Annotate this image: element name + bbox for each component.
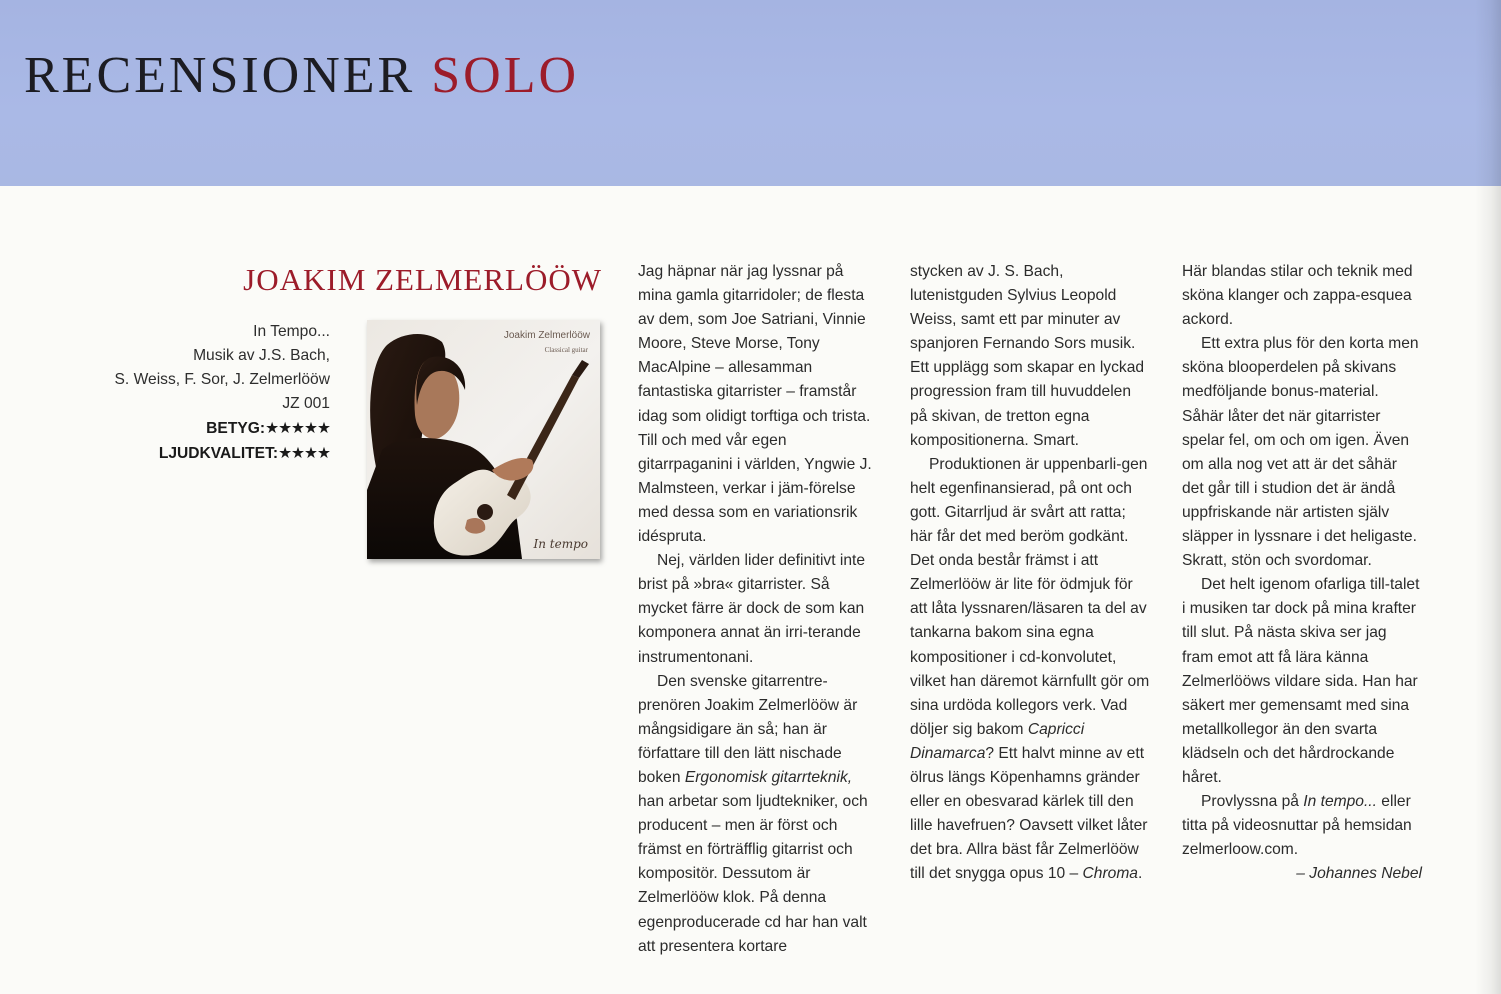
paragraph: Nej, världen lider definitivt inte brist på »bra« gitarrister. Så mycket färre är dock de som kan komponera annat än irri-terande instrumentonani. (638, 552, 866, 666)
paragraph-text: Den svenske gitarrentre-prenören Joakim Zelmerlööw är mångsidigare än så; han är författare till den lätt nischade boken (638, 672, 858, 786)
cover-subtitle: Classical guitar (544, 346, 588, 354)
sound-quality-stars: ★★★★ (278, 444, 330, 462)
rating-stars: ★★★★★ (265, 419, 330, 437)
rating-label: BETYG: (206, 420, 266, 437)
body-column-1 (638, 260, 878, 959)
section-title-word-2: SOLO (431, 47, 580, 104)
credits-line-2: S. Weiss, F. Sor, J. Zelmerlööw (114, 371, 330, 388)
header-band (0, 0, 1501, 186)
paragraph-text: . (1137, 865, 1143, 883)
paragraph-text: Produktionen är uppenbarli-gen helt egenfinansierad, på ont och gott. Gitarrljud är svårt att ratta; här får det med beröm godkänt. Det onda består främst i att Zelmerlööw är lite för ödmjuk för att låta lyssnaren/läsaren ta del av tankarna bakom sina egna kompositioner i cd-konvolutet, vilket han däremot kärnfullt gör om sina urdöda kollegors verk. Vad döljer sig bakom (910, 455, 1150, 738)
body-column-3 (1182, 260, 1422, 886)
paragraph: Jag häpnar när jag lyssnar på mina gamla gitarridoler; de flesta av dem, som Joe Satriani, Vinnie Moore, Steve Morse, Tony MacAlpine – allesamman fantastiska gitarrister – framstår idag som olidigt torftiga och trista. Till och med vår egen gitarrpaganini i världen, Yngwie J. Malmsteen, verkar i jäm-förelse med dessa som en variationsrik idéspruta. (638, 263, 872, 546)
sound-quality-row (70, 441, 330, 466)
album-title-inline: In tempo... (1303, 793, 1377, 811)
sound-quality-label: LJUDKVALITET: (158, 445, 279, 462)
catalog-number: JZ 001 (282, 395, 330, 412)
paragraph-text: ? Ett halvt minne av ett ölrus längs Köpenhamns gränder eller en obesvarad kärlek till den lille havefruen? Oavsett vilket låter det bra. Allra bäst får Zelmerlööw till det snygga opus 10 – (910, 744, 1148, 883)
section-title (24, 47, 580, 104)
page-edge-shadow (1475, 0, 1501, 994)
paragraph (1182, 790, 1422, 862)
cover-artist-name: Joakim Zelmerlööw (503, 330, 590, 341)
piece-title: Chroma (1082, 865, 1138, 883)
album-title: In Tempo... (253, 323, 330, 340)
paragraph: stycken av J. S. Bach, lutenistguden Sylvius Leopold Weiss, samt ett par minuter av spanjoren Fernando Sors musik. Ett upplägg som skapar en lyckad progression fram till huvuddelen på skivan, de tretton egna kompositionerna. Smart. (910, 263, 1145, 449)
artist-name: JOAKIM ZELMERLÖÖW (243, 262, 602, 297)
paragraph: Här blandas stilar och teknik med sköna klanger och zappa-esquea ackord. (1182, 263, 1413, 329)
section-title-word-1: RECENSIONER (24, 47, 416, 104)
piece-title: Capricci Dinamarca (910, 720, 1085, 762)
paragraph (910, 453, 1150, 887)
paragraph-text: eller titta på videosnuttar på hemsidan zelmerloow.com. (1182, 793, 1412, 859)
cover-album-title: In tempo (533, 537, 588, 551)
paragraph-text: Provlyssna på (1201, 793, 1304, 811)
paragraph-text: han arbetar som ljudtekniker, och producent – men är först och främst en förträfflig gitarrist och kompositör. Dessutom är Zelmerlööw klok. På denna egenproducerade cd har han valt att presentera kortare (638, 793, 868, 955)
paragraph (638, 670, 878, 959)
album-info (70, 320, 330, 466)
book-title: Ergonomisk gitarrteknik, (684, 768, 853, 786)
rating-row (70, 416, 330, 441)
reviewer-signature: – Johannes Nebel (1296, 865, 1422, 883)
paragraph: Det helt igenom ofarliga till-talet i musiken tar dock på mina krafter till slut. På nästa skiva ser jag fram emot att få lära känna Zelmerlööws vildare sida. Han har säkert mer gemensamt med sina metallkollegor än den svarta klädseln och det hårdrockande håret. (1182, 576, 1420, 786)
cover-photo-guitarist (367, 320, 600, 559)
album-cover (367, 320, 600, 559)
paragraph: Ett extra plus för den korta men sköna blooperdelen på skivans medföljande bonus-material. Såhär låter det när gitarrister spelar fel, om och om igen. Även om alla nog vet att är det såhär det går till i studion det är ändå uppfriskande när artisten själv släpper in lyssnare i det heligaste. Skratt, stön och svordomar. (1182, 335, 1419, 570)
credits-line-1: Musik av J.S. Bach, (193, 347, 330, 364)
body-column-2 (910, 260, 1150, 886)
